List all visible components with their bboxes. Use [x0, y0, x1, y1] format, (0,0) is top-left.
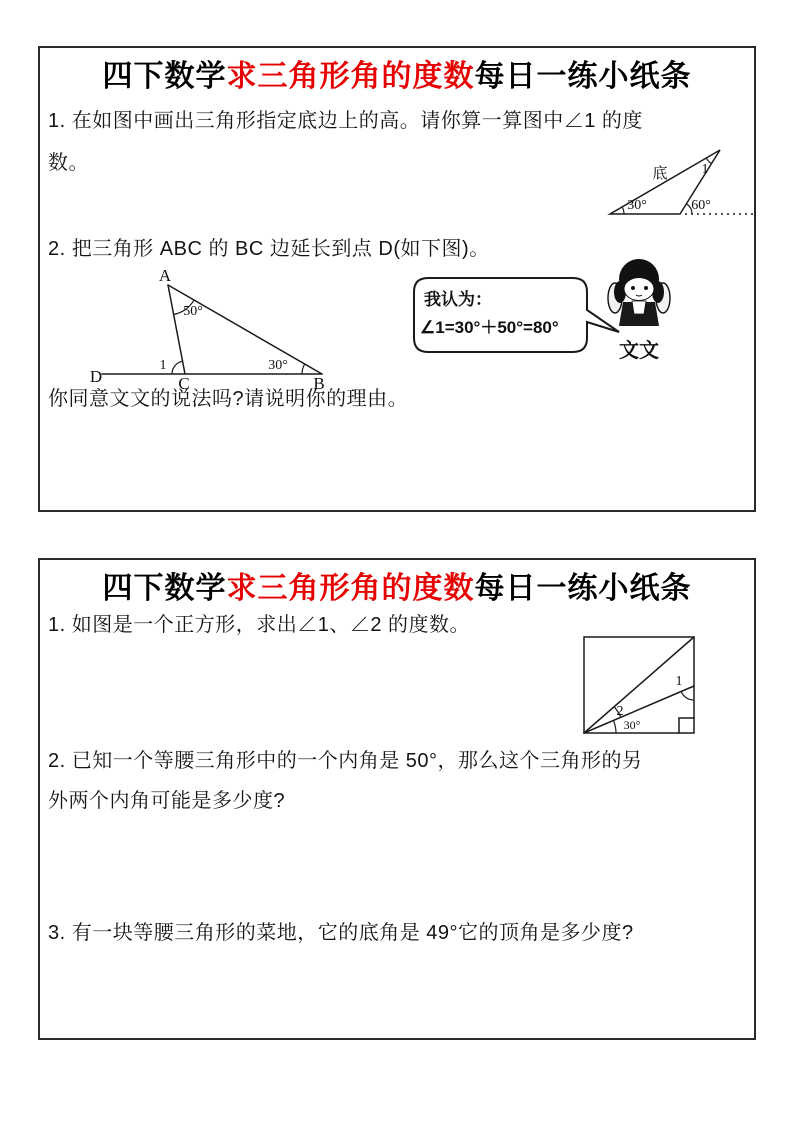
p1-question-1-line-1: 1. 在如图中画出三角形指定底边上的高。请你算一算图中∠1 的度: [48, 110, 643, 132]
girl-avatar: [605, 260, 673, 338]
base-side-label: 底: [652, 165, 668, 182]
title2-part-2: 每日一练小纸条: [474, 572, 692, 605]
vertex-d-label: D: [89, 367, 103, 386]
angle-1-label: 1: [701, 162, 709, 177]
girl-name-label: 文文: [619, 340, 659, 362]
sq-angle-2-label: 2: [616, 704, 624, 719]
practice-panel-2: [38, 558, 756, 1040]
p1-question-2: 2. 把三角形 ABC 的 BC 边延长到点 D(如下图)。: [48, 238, 490, 260]
worksheet-title: [40, 59, 754, 95]
p1-question-1-line-2: 数。: [48, 152, 89, 174]
vertex-c-label: C: [178, 374, 190, 393]
bubble-line-2: ∠1=30°＋50°=80°: [420, 318, 559, 337]
obtuse-triangle-diagram: [597, 138, 762, 233]
speech-bubble: [412, 276, 624, 356]
angle-30-at-b-label: 30°: [268, 358, 288, 373]
sq-angle-1-label: 1: [675, 674, 683, 689]
vertex-b-label: B: [313, 374, 325, 393]
p2-question-2-line-1: 2. 已知一个等腰三角形中的一个内角是 50°，那么这个三角形的另: [48, 750, 643, 772]
angle-30-label: 30°: [627, 198, 647, 213]
p2-question-1: 1. 如图是一个正方形，求出∠1、∠2 的度数。: [48, 614, 471, 636]
sq-angle-30-label: 30°: [623, 718, 641, 732]
practice-panel-1: [38, 46, 756, 512]
angle-50-label: 50°: [183, 304, 203, 319]
title2-part-1: 四下数学: [102, 572, 227, 605]
title-part-2: 每日一练小纸条: [474, 60, 692, 93]
title2-part-red: 求三角形角的度数: [226, 572, 475, 605]
vertex-a-label: A: [158, 266, 172, 285]
title-part-red: 求三角形角的度数: [226, 60, 475, 93]
extended-triangle-abc-diagram: [85, 263, 337, 395]
worksheet-title-2: [40, 571, 754, 607]
square-diagram: [580, 634, 700, 738]
p2-question-3: 3. 有一块等腰三角形的菜地，它的底角是 49°它的顶角是多少度?: [48, 922, 634, 944]
bubble-line-1: 我认为：: [424, 290, 492, 309]
angle-60-label: 60°: [691, 198, 711, 213]
p1-agree-question: 你同意文文的说法吗?请说明你的理由。: [48, 388, 409, 410]
title-part-1: 四下数学: [102, 60, 227, 93]
p2-question-2-line-2: 外两个内角可能是多少度?: [48, 790, 286, 812]
angle-1-at-c-label: 1: [159, 358, 167, 373]
